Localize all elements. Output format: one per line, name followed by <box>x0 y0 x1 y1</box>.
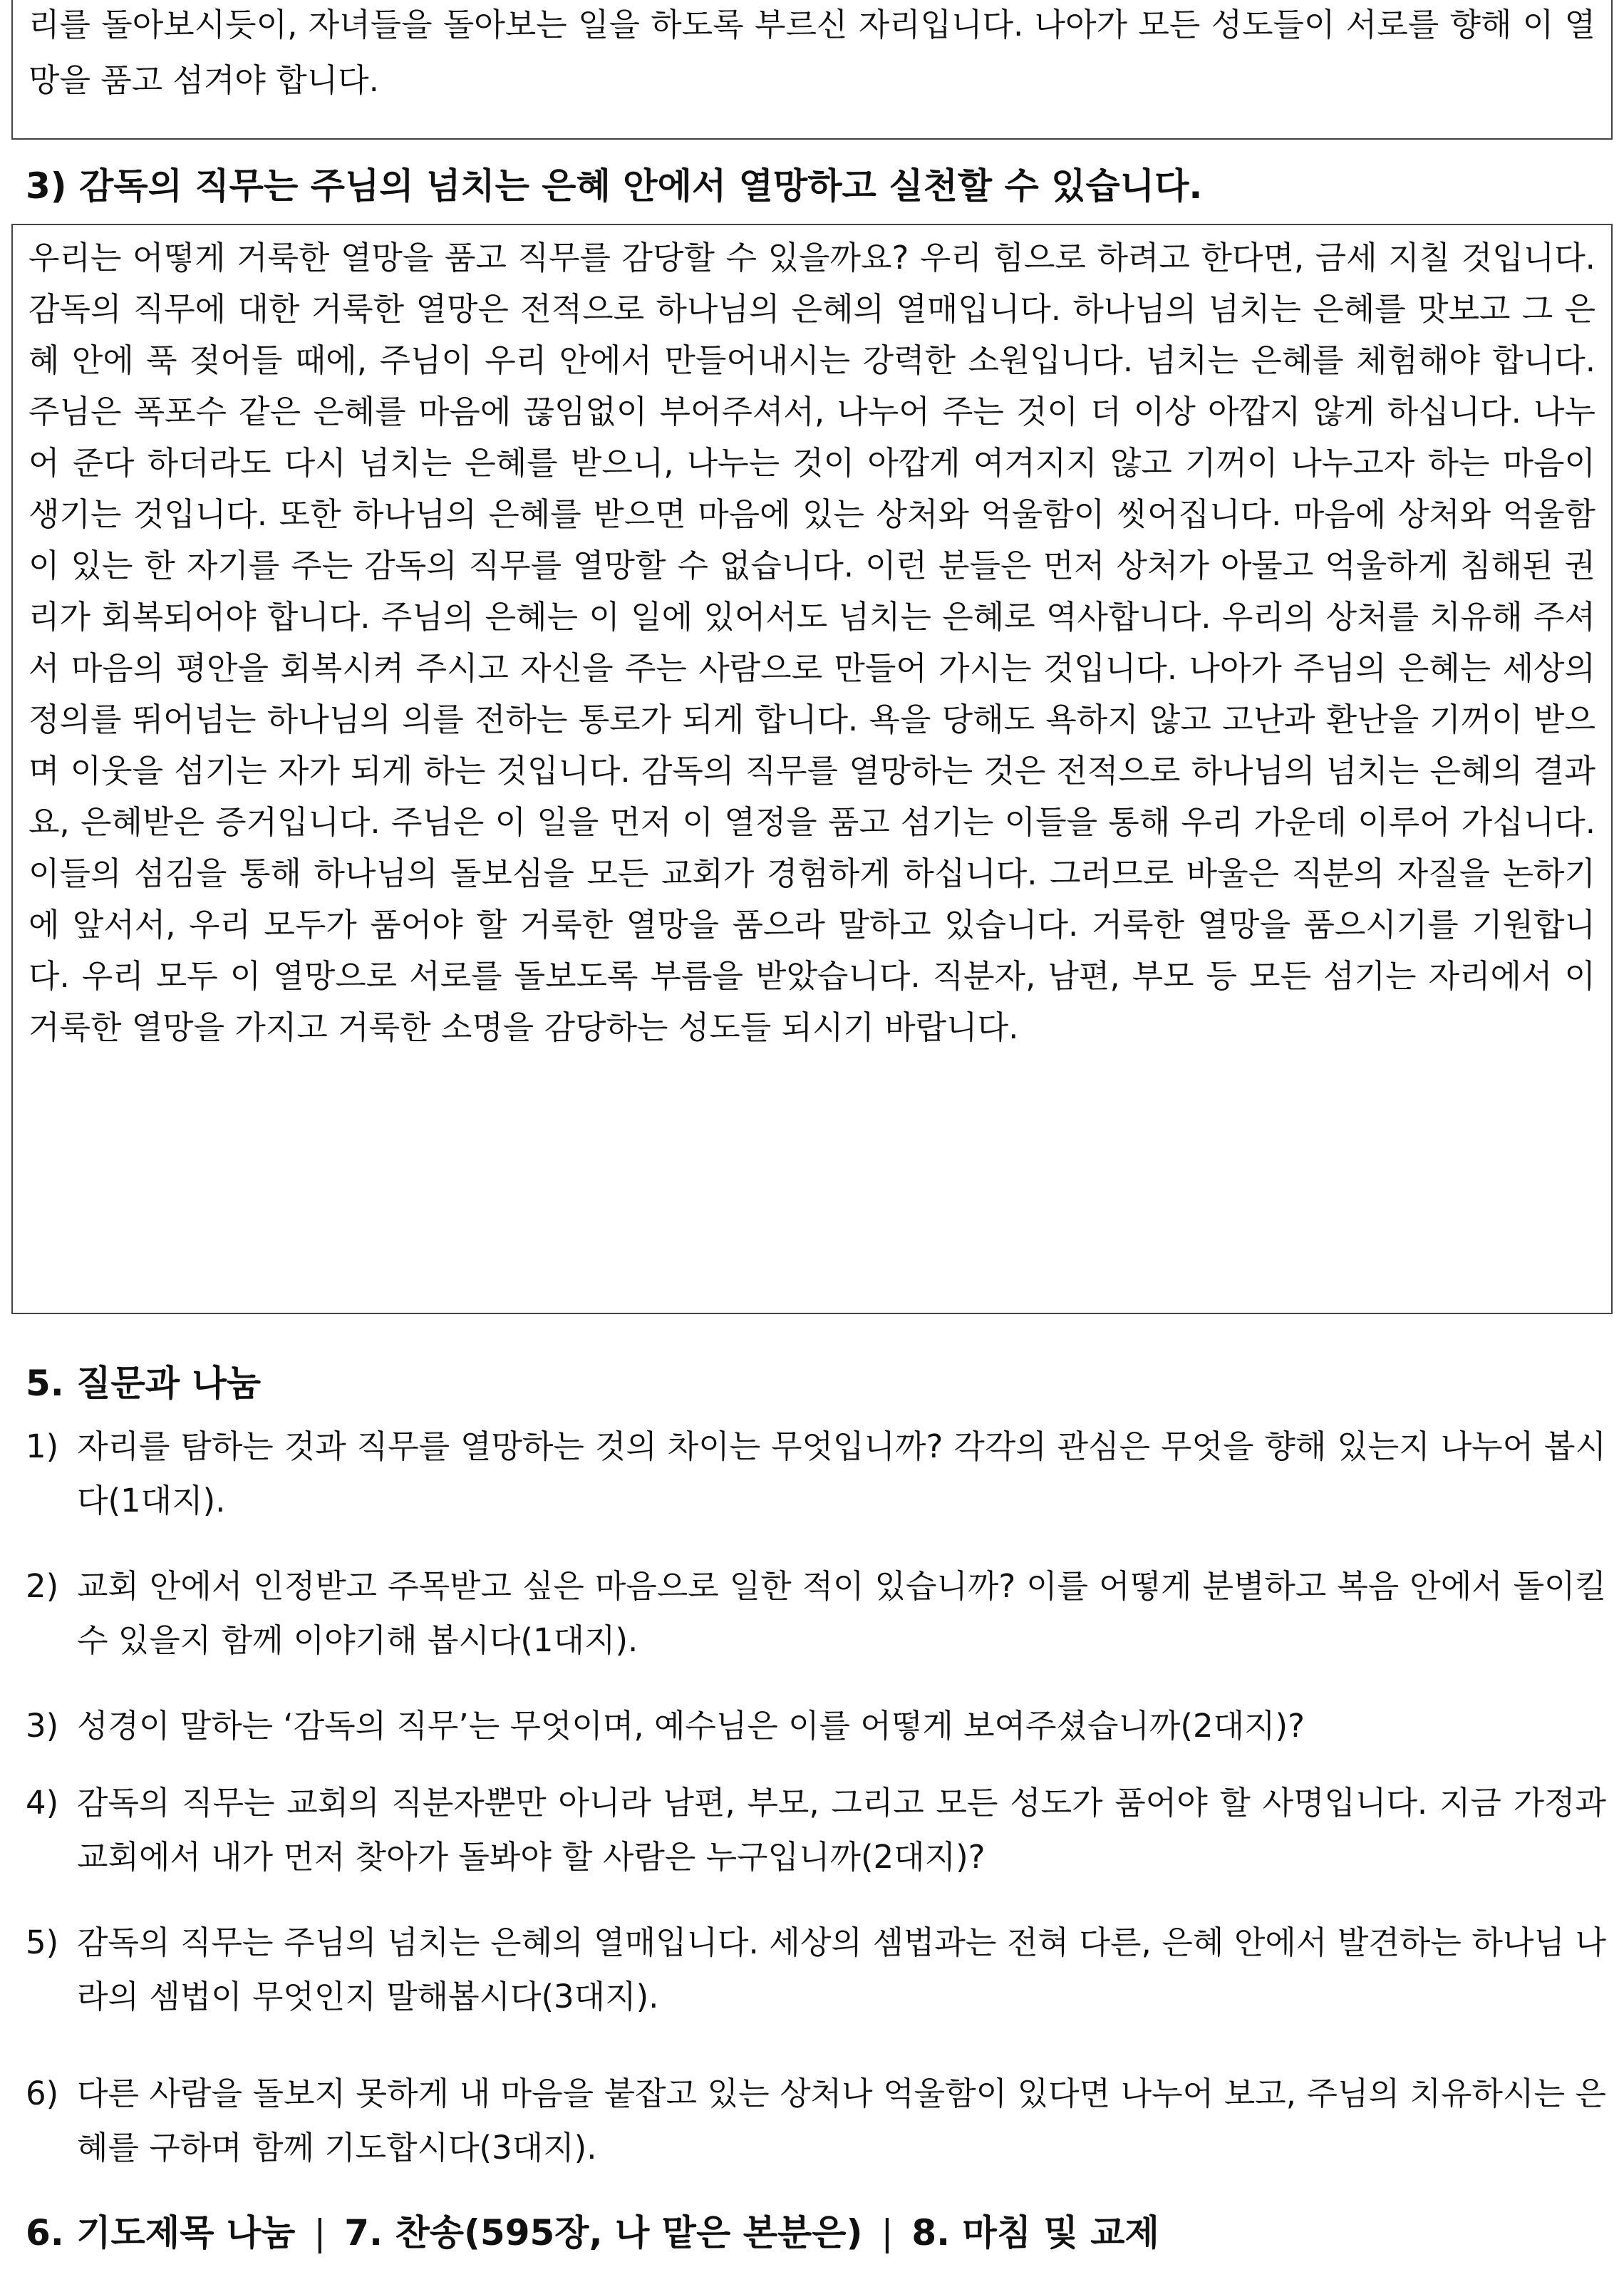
question-item <box>26 1776 1606 1884</box>
question-number: 1) <box>26 1427 59 1465</box>
question-text: 감독의 직무는 교회의 직분자뿐만 아니라 남편, 부모, 그리고 모든 성도가 품어야 할 사명입니다. 지금 가정과 교회에서 내가 먼저 찾아가 돌봐야 할 사람은 누구입니까(2대지)? <box>77 1784 1606 1876</box>
question-text: 자리를 탐하는 것과 직무를 열망하는 것의 차이는 무엇입니까? 각각의 관심은 무엇을 향해 있는지 나누어 봅시다(1대지). <box>77 1427 1606 1519</box>
closing-items-heading <box>26 2208 1159 2258</box>
previous-text-paragraph: 리를 돌아보시듯이, 자녀들을 돌아보는 일을 하도록 부르신 자리입니다. 나아가 모든 성도들이 서로를 향해 이 열망을 품고 섬겨야 합니다. <box>29 6 1595 99</box>
question-item <box>26 1699 1606 1753</box>
question-item <box>26 1559 1606 1668</box>
prayer-sharing-item: 6. 기도제목 나눔 <box>26 2212 296 2253</box>
section-heading: 5. 질문과 나눔 <box>26 1363 262 1404</box>
question-text: 성경이 말하는 ‘감독의 직무’는 무엇이며, 예수님은 이를 어떻게 보여주셨습니까(2대지)? <box>77 1707 1305 1745</box>
question-number: 5) <box>26 1924 59 1961</box>
separator: | <box>881 2212 894 2253</box>
hymn-item: 7. 찬송(595장, 나 맡은 본분은) <box>344 2212 863 2253</box>
question-number: 6) <box>26 2075 59 2112</box>
body-paragraph: 우리는 어떻게 거룩한 열망을 품고 직무를 감당할 수 있을까요? 우리 힘으로 하려고 한다면, 금세 지칠 것입니다. 감독의 직무에 대한 거룩한 열망은 전적으로 하나님의 은혜의 열매입니다. 하나님의 넘치는 은혜를 맛보고 그 은혜 안에 푹 젖어들 때에, 주님이 우리 안에서 만들어내시는 강력한 소원입니다. 넘치는 은혜를 체험해야 합니다. 주님은 폭포수 같은 은혜를 마음에 끊임없이 부어주셔서, 나누어 주는 것이 더 이상 아깝지 않게 하십니다. 나누어 준다 하더라도 다시 넘치는 은혜를 받으니, 나누는 것이 아깝게 여겨지지 않고 기꺼이 나누고자 하는 마음이 생기는 것입니다. 또한 하나님의 은혜를 받으면 마음에 있는 상처와 억울함이 씻어집니다. 마음에 상처와 억울함이 있는 한 자기를 주는 감독의 직무를 열망할 수 없습니다. 이런 분들은 먼저 상처가 아물고 억울하게 침해된 권리가 회복되어야 합니다. 주님의 은혜는 이 일에 있어서도 넘치는 은혜로 역사합니다. 우리의 상처를 치유해 주셔서 마음의 평안을 회복시켜 주시고 자신을 주는 사람으로 만들어 가시는 것입니다. 나아가 주님의 은혜는 세상의 정의를 뛰어넘는 하나님의 의를 전하는 통로가 되게 합니다. 욕을 당해도 욕하지 않고 고난과 환난을 기꺼이 받으며 이웃을 섬기는 자가 되게 하는 것입니다. 감독의 직무를 열망하는 것은 전적으로 하나님의 넘치는 은혜의 결과요, 은혜받은 증거입니다. 주님은 이 일을 먼저 이 열정을 품고 섬기는 이들을 통해 우리 가운데 이루어 가십니다. 이들의 섬김을 통해 하나님의 돌보심을 모든 교회가 경험하게 하십니다. 그러므로 바울은 직분의 자질을 논하기에 앞서서, 우리 모두가 품어야 할 거룩한 열망을 품으라 말하고 있습니다. 거룩한 열망을 품으시기를 기원합니다. 우리 모두 이 열망으로 서로를 돌보도록 부름을 받았습니다. 직분자, 남편, 부모 등 모든 섬기는 자리에서 이 거룩한 열망을 가지고 거룩한 소명을 감당하는 성도들 되시기 바랍니다. <box>29 239 1595 1046</box>
question-number: 3) <box>26 1707 59 1745</box>
question-number: 4) <box>26 1784 59 1822</box>
question-item <box>26 1916 1606 2024</box>
question-text: 다른 사람을 돌보지 못하게 내 마음을 붙잡고 있는 상처나 억울함이 있다면 나누어 보고, 주님의 치유하시는 은혜를 구하며 함께 기도합시다(3대지). <box>77 2075 1606 2167</box>
separator: | <box>314 2212 326 2253</box>
question-item <box>26 1420 1606 1528</box>
closing-fellowship-item: 8. 마침 및 교제 <box>911 2212 1159 2253</box>
subsection-heading: 3) 감독의 직무는 주님의 넘치는 은혜 안에서 열망하고 실천할 수 있습니다. <box>26 165 1203 207</box>
question-item <box>26 2067 1606 2175</box>
body-text-box <box>11 224 1613 1314</box>
question-text: 교회 안에서 인정받고 주목받고 싶은 마음으로 일한 적이 있습니까? 이를 어떻게 분별하고 복음 안에서 돌이킬 수 있을지 함께 이야기해 봅시다(1대지). <box>77 1567 1606 1659</box>
previous-text-box <box>11 0 1613 140</box>
question-number: 2) <box>26 1567 59 1605</box>
question-text: 감독의 직무는 주님의 넘치는 은혜의 열매입니다. 세상의 셈법과는 전혀 다른, 은혜 안에서 발견하는 하나님 나라의 셈법이 무엇인지 말해봅시다(3대지). <box>77 1924 1606 2015</box>
